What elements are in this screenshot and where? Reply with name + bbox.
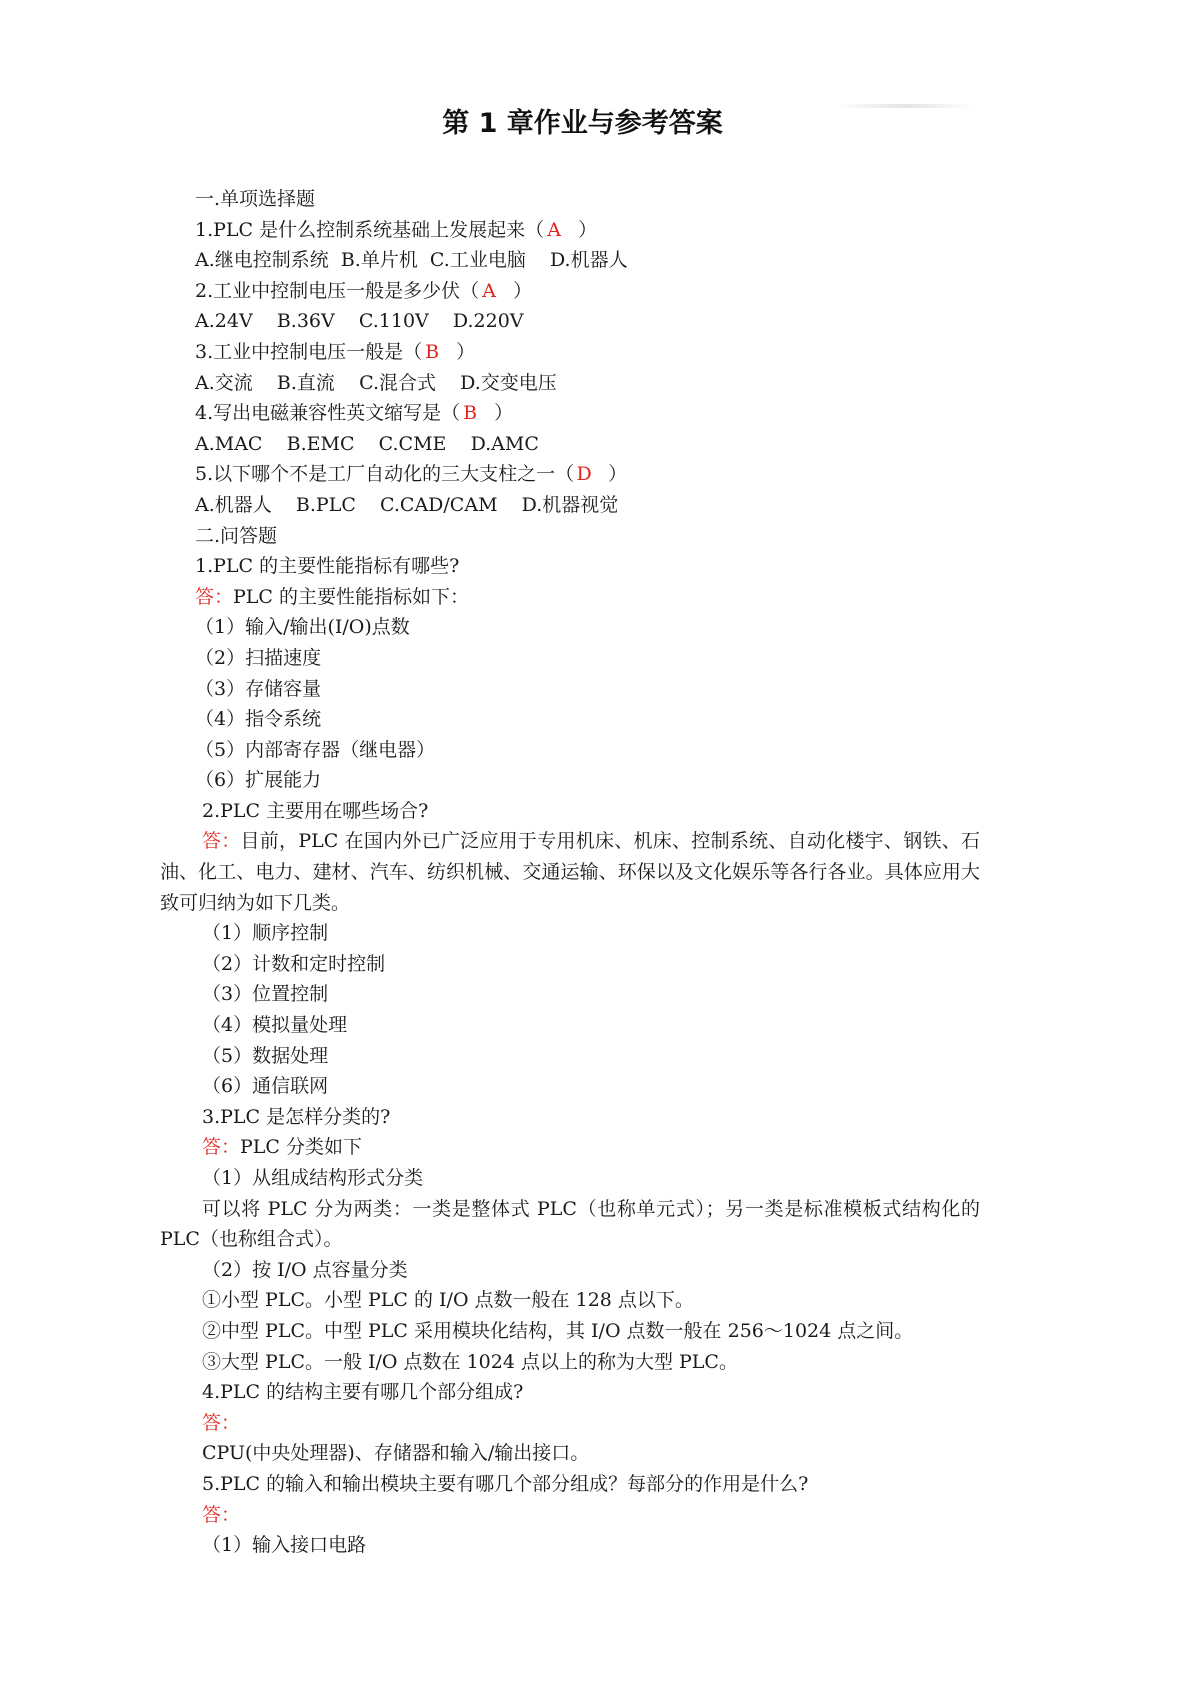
list-item: （6）通信联网 [202, 1075, 329, 1098]
qa-answer-1 [160, 582, 980, 613]
question-options: A.24V B.36V C.110V D.220V [195, 310, 524, 333]
answer-letter: B [425, 340, 440, 363]
list-item: ③大型 PLC。一般 I/O 点数在 1024 点以上的称为大型 PLC。 [202, 1350, 738, 1373]
qa-question-5: 5.PLC 的输入和输出模块主要有哪几个部分组成？每部分的作用是什么? [202, 1472, 809, 1495]
qa-question-4: 4.PLC 的结构主要有哪几个部分组成? [202, 1381, 524, 1404]
sub-heading: （1）从组成结构形式分类 [202, 1167, 424, 1189]
sub-heading: （2）按 I/O 点容量分类 [202, 1258, 408, 1281]
list-item: （3）位置控制 [202, 983, 329, 1006]
answer-letter: A [482, 279, 496, 302]
list-item: （1）输入/输出(I/O)点数 [195, 616, 410, 639]
question-close: ） [513, 279, 533, 302]
question-stem: 5.以下哪个不是工厂自动化的三大支柱之一（ [195, 463, 575, 486]
question-3 [160, 337, 980, 368]
answer-label: 答： [202, 1136, 241, 1159]
answer-text: CPU(中央处理器)、存储器和输入/输出接口。 [202, 1442, 590, 1465]
paragraph: 可以将 PLC 分为两类：一类是整体式 PLC（也称单元式）；另一类是标准模板式结构化的 PLC（也称组合式）。 [160, 1197, 980, 1251]
list-item: （4）模拟量处理 [202, 1014, 348, 1037]
list-item: （1）输入接口电路 [202, 1534, 367, 1557]
section-heading: 一.单项选择题 [195, 188, 316, 210]
qa-question-2: 2.PLC 主要用在哪些场合? [202, 799, 429, 822]
question-2 [160, 276, 980, 307]
page-title: 第 1 章作业与参考答案 [442, 108, 723, 139]
list-item: （3）存储容量 [195, 677, 322, 700]
qa-question-3: 3.PLC 是怎样分类的? [202, 1105, 391, 1128]
answer-text: 目前，PLC 在国内外已广泛应用于专用机床、机床、控制系统、自动化楼宇、钢铁、石油、化工、电力、建材、汽车、纺织机械、交通运输、环保以及文化娱乐等各行各业。具体应用大致可归纳为如下几类。 [160, 830, 980, 914]
question-close: ） [578, 218, 598, 241]
document-body [160, 184, 980, 1561]
question-options: A.MAC B.EMC C.CME D.AMC [195, 432, 539, 455]
list-item: （6）扩展能力 [195, 769, 322, 792]
list-item: （5）数据处理 [202, 1044, 329, 1067]
list-item: （2）扫描速度 [195, 646, 322, 669]
answer-label: 答： [202, 1503, 241, 1526]
question-4 [160, 398, 980, 429]
answer-letter: A [547, 218, 561, 241]
question-close: ） [456, 340, 476, 363]
answer-label: 答： [195, 585, 234, 608]
question-options: A.交流 B.直流 C.混合式 D.交变电压 [195, 371, 557, 394]
answer-letter: B [463, 402, 478, 425]
question-close: ） [494, 402, 514, 425]
question-options: A.机器人 B.PLC C.CAD/CAM D.机器视觉 [195, 493, 619, 516]
list-item: ①小型 PLC。小型 PLC 的 I/O 点数一般在 128 点以下。 [202, 1289, 694, 1312]
answer-label: 答： [202, 830, 241, 853]
question-options: A.继电控制系统 B.单片机 C.工业电脑 D.机器人 [195, 249, 628, 272]
list-item: （2）计数和定时控制 [202, 952, 386, 975]
list-item: （4）指令系统 [195, 708, 322, 731]
answer-letter: D [576, 463, 592, 486]
qa-question-1: 1.PLC 的主要性能指标有哪些? [195, 555, 460, 578]
list-item: （1）顺序控制 [202, 922, 329, 945]
question-stem: 3.工业中控制电压一般是（ [195, 340, 423, 363]
answer-label: 答： [202, 1411, 241, 1434]
question-5 [160, 459, 980, 490]
list-item: ②中型 PLC。中型 PLC 采用模块化结构，其 I/O 点数一般在 256～1024 点之间。 [202, 1319, 914, 1342]
answer-text: PLC 的主要性能指标如下： [233, 585, 469, 608]
question-stem: 4.写出电磁兼容性英文缩写是（ [195, 402, 461, 425]
section-heading: 二.问答题 [195, 524, 278, 547]
qa-answer-2 [160, 826, 980, 918]
question-close: ） [608, 463, 628, 486]
question-1 [160, 215, 980, 246]
answer-text: PLC 分类如下 [240, 1136, 362, 1159]
question-stem: 1.PLC 是什么控制系统基础上发展起来（ [195, 218, 545, 241]
qa-answer-3 [160, 1132, 980, 1163]
question-stem: 2.工业中控制电压一般是多少伏（ [195, 279, 480, 302]
list-item: （5）内部寄存器（继电器） [195, 738, 436, 761]
